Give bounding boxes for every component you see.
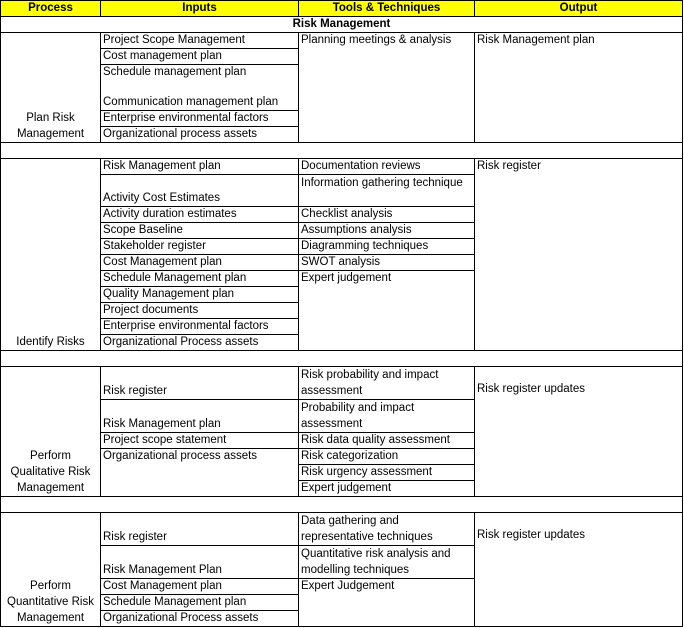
identify-tool: SWOT analysis (299, 255, 475, 271)
identify-output: Risk register (475, 159, 683, 351)
plan-input: Communication management plan (101, 95, 299, 111)
plan-input: Enterprise environmental factors (101, 111, 299, 127)
identify-input: Organizational Process assets (101, 335, 299, 351)
quantitative-tool: Expert Judgement (299, 579, 475, 627)
identify-input: Risk Management plan (101, 159, 299, 175)
qualitative-input: Risk Management plan (101, 400, 299, 433)
plan-process: Plan Risk Management (1, 33, 101, 143)
quantitative-input: Risk Management Plan (101, 546, 299, 579)
qualitative-input: Organizational process assets (101, 449, 299, 497)
identify-tool: Checklist analysis (299, 207, 475, 223)
identify-tool: Information gathering technique (299, 175, 475, 207)
qualitative-input: Risk register (101, 367, 299, 400)
identify-tool: Diagramming techniques (299, 239, 475, 255)
header-process: Process (1, 1, 101, 17)
identify-input: Cost Management plan (101, 255, 299, 271)
identify-tool: Assumptions analysis (299, 223, 475, 239)
qualitative-tool: Risk data quality assessment (299, 433, 475, 449)
quantitative-input: Organizational Process assets (101, 611, 299, 627)
identify-process: Identify Risks (1, 159, 101, 351)
identify-input: Scope Baseline (101, 223, 299, 239)
identify-row (1, 159, 683, 175)
quantitative-input: Cost Management plan (101, 579, 299, 595)
plan-input: Cost management plan (101, 49, 299, 65)
identify-tool: Expert judgement (299, 271, 475, 351)
identify-tool: Documentation reviews (299, 159, 475, 175)
quantitative-input: Risk register (101, 513, 299, 546)
plan-row (1, 33, 683, 49)
qualitative-output: Risk register updates (475, 367, 683, 497)
qualitative-tool: Risk categorization (299, 449, 475, 465)
identify-input: Activity duration estimates (101, 207, 299, 223)
plan-input-spacer (101, 80, 299, 95)
identify-input: Project documents (101, 303, 299, 319)
qualitative-tool: Probability and impact assessment (299, 400, 475, 433)
header-row (1, 1, 683, 17)
plan-input: Organizational process assets (101, 127, 299, 143)
identify-input: Schedule Management plan (101, 271, 299, 287)
plan-output: Risk Management plan (475, 33, 683, 143)
qualitative-process: Perform Qualitative Risk Management (1, 367, 101, 497)
quantitative-tool: Quantitative risk analysis and modelling techniques (299, 546, 475, 579)
qualitative-tool: Expert judgement (299, 481, 475, 497)
plan-input: Schedule management plan (101, 65, 299, 81)
blank-row (1, 497, 683, 513)
plan-tool: Planning meetings & analysis (299, 33, 475, 143)
identify-input: Quality Management plan (101, 287, 299, 303)
header-inputs: Inputs (101, 1, 299, 17)
quantitative-output: Risk register updates (475, 513, 683, 627)
header-output: Output (475, 1, 683, 17)
qualitative-input: Project scope statement (101, 433, 299, 449)
quantitative-row (1, 513, 683, 546)
identify-input: Stakeholder register (101, 239, 299, 255)
quantitative-process: Perform Quantitative Risk Management (1, 513, 101, 627)
blank-row (1, 351, 683, 367)
section-title-row (1, 17, 683, 33)
qualitative-tool: Risk probability and impact assessment (299, 367, 475, 400)
blank-separator (1, 497, 683, 513)
plan-input: Project Scope Management (101, 33, 299, 49)
identify-input: Enterprise environmental factors (101, 319, 299, 335)
quantitative-input: Schedule Management plan (101, 595, 299, 611)
qualitative-tool: Risk urgency assessment (299, 465, 475, 481)
blank-separator (1, 143, 683, 159)
identify-input: Activity Cost Estimates (101, 175, 299, 207)
blank-row (1, 143, 683, 159)
quantitative-tool: Data gathering and representative techniques (299, 513, 475, 546)
header-tools: Tools & Techniques (299, 1, 475, 17)
qualitative-row (1, 367, 683, 400)
blank-separator (1, 351, 683, 367)
section-title: Risk Management (1, 17, 683, 33)
